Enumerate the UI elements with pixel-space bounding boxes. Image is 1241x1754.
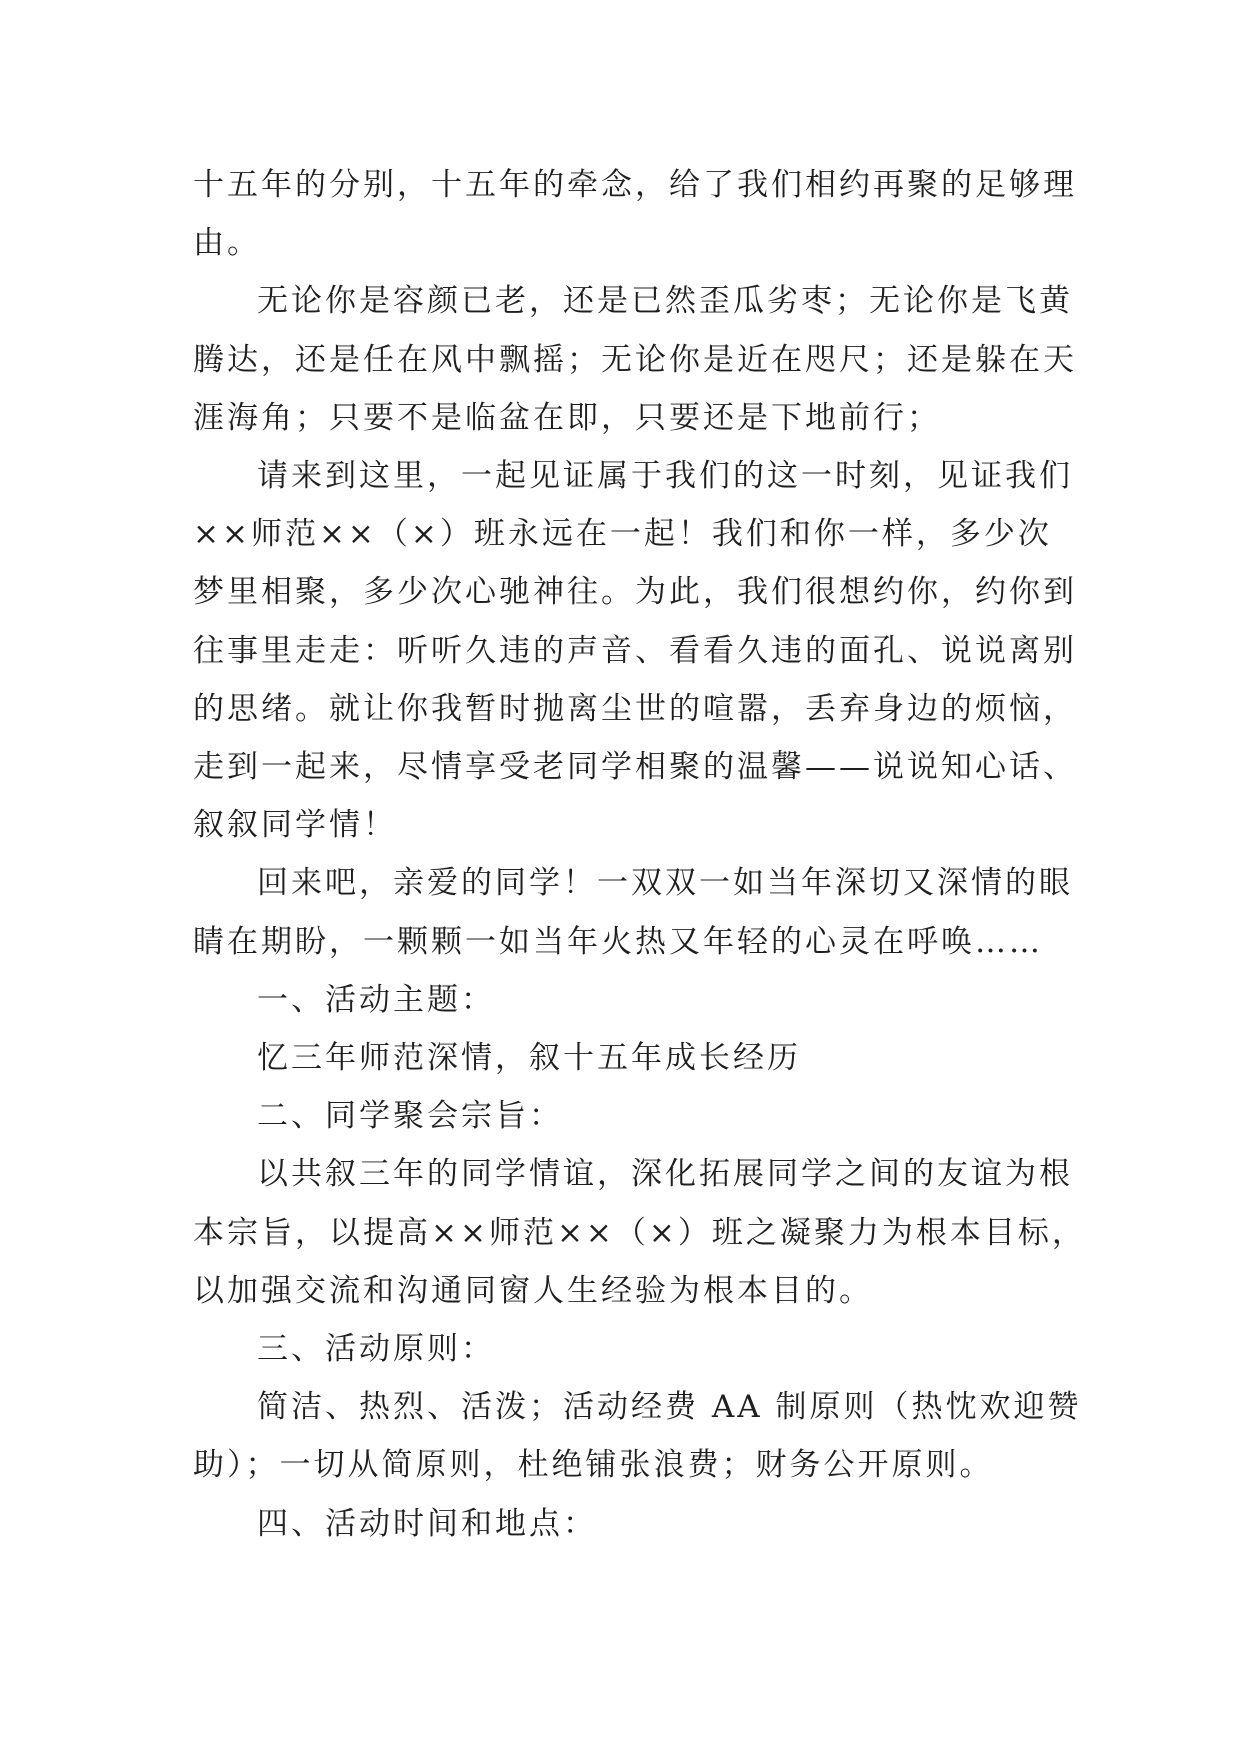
paragraph-reunion-purpose	[193, 1145, 1086, 1320]
paragraph-no-matter-who	[193, 272, 1077, 447]
text-line: 一、活动主题：	[257, 981, 495, 1018]
heading-activity-principles	[193, 1320, 1063, 1378]
text-line: 往事里走走：听听久违的声音、看看久违的面孔、说说离别	[193, 632, 1077, 669]
text-line: 四、活动时间和地点：	[257, 1505, 597, 1542]
text-line: 请来到这里，一起见证属于我们的这一时刻，见证我们	[257, 458, 1073, 495]
paragraph-activity-theme	[193, 1029, 1063, 1087]
text-line: 走到一起来，尽情享受老同学相聚的温馨——说说知心话、	[193, 749, 1077, 786]
text-line: 助）；一切从简原则，杜绝铺张浪费；财务公开原则。	[193, 1447, 994, 1484]
text-line: 涯海角；只要不是临盆在即，只要还是下地前行；	[193, 399, 941, 436]
text-line: 十五年的分别，十五年的牵念，给了我们相约再聚的足够理	[193, 167, 1077, 203]
text-line: 由。	[193, 225, 261, 262]
text-line: 梦里相聚，多少次心驰神往。为此，我们很想约你，约你到	[193, 574, 1077, 611]
text-line: 无论你是容颜已老，还是已然歪瓜劣枣；无论你是飞黄	[257, 283, 1073, 320]
text-line: 腾达，还是任在风中飘摇；无论你是近在咫尺；还是躲在天	[193, 341, 1077, 378]
text-line: 睛在期盼，一颗颗一如当年火热又年轻的心灵在呼唤……	[193, 923, 1043, 960]
heading-time-and-place	[193, 1495, 1063, 1553]
text-line: 叙叙同学情！	[193, 807, 397, 844]
text-line: 简洁、热烈、活泼；活动经费 AA 制原则（热忱欢迎赞	[257, 1389, 1082, 1426]
text-line: 三、活动原则：	[257, 1331, 495, 1368]
heading-reunion-purpose	[193, 1087, 1063, 1145]
text-line: ××师范××（×）班永远在一起！我们和你一样，多少次	[193, 516, 1052, 553]
text-line: 回来吧，亲爱的同学！一双双一如当年深切又深情的眼	[257, 865, 1073, 902]
text-line: 的思绪。就让你我暂时抛离尘世的喧嚣，丢弃身边的烦恼，	[193, 690, 1077, 727]
text-line: 二、同学聚会宗旨：	[257, 1098, 563, 1135]
text-line: 以共叙三年的同学情谊，深化拓展同学之间的友谊为根	[257, 1156, 1073, 1193]
paragraph-come-back	[193, 854, 1073, 970]
paragraph-invitation	[193, 447, 1077, 854]
document-body	[193, 156, 1086, 1553]
text-line: 本宗旨，以提高××师范××（×）班之凝聚力为根本目标，	[193, 1214, 1086, 1251]
heading-activity-theme	[193, 971, 1063, 1029]
paragraph-activity-principles	[193, 1378, 1082, 1494]
paragraph-separation	[193, 156, 1077, 272]
text-line: 以加强交流和沟通同窗人生经验为根本目的。	[193, 1272, 873, 1309]
text-line: 忆三年师范深情，叙十五年成长经历	[257, 1040, 801, 1077]
